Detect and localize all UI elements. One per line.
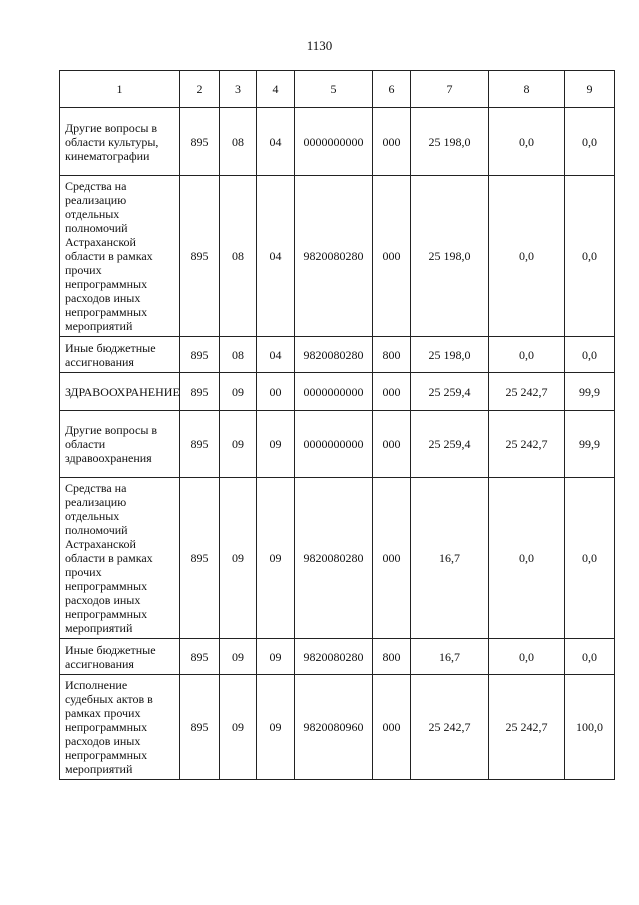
table-row xyxy=(60,411,615,478)
table-row xyxy=(60,639,615,675)
cell-col3: 09 xyxy=(220,411,257,478)
row-name: Другие вопросы в области здравоохранения xyxy=(60,411,180,478)
column-header: 8 xyxy=(489,71,565,108)
cell-col6: 000 xyxy=(373,478,411,639)
cell-col5: 0000000000 xyxy=(295,411,373,478)
cell-col5: 0000000000 xyxy=(295,108,373,176)
cell-col7: 25 259,4 xyxy=(411,373,489,411)
cell-col6: 000 xyxy=(373,373,411,411)
cell-col6: 800 xyxy=(373,639,411,675)
cell-col6: 000 xyxy=(373,411,411,478)
cell-col8: 25 242,7 xyxy=(489,411,565,478)
cell-col3: 09 xyxy=(220,639,257,675)
row-name: Средства на реализацию отдельных полномочий Астраханской области в рамках прочих непрограммных расходов иных непрограммных мероприятий xyxy=(60,478,180,639)
row-name: Средства на реализацию отдельных полномочий Астраханской области в рамках прочих непрограммных расходов иных непрограммных мероприятий xyxy=(60,176,180,337)
row-name: Исполнение судебных актов в рамках прочих непрограммных расходов иных непрограммных мероприятий xyxy=(60,675,180,780)
cell-col3: 09 xyxy=(220,478,257,639)
cell-col8: 0,0 xyxy=(489,639,565,675)
table-header-row xyxy=(60,71,615,108)
column-header: 3 xyxy=(220,71,257,108)
budget-table xyxy=(59,70,615,780)
cell-col9: 0,0 xyxy=(565,176,615,337)
column-header: 7 xyxy=(411,71,489,108)
cell-col5: 9820080280 xyxy=(295,639,373,675)
cell-col7: 25 198,0 xyxy=(411,176,489,337)
cell-col7: 25 198,0 xyxy=(411,337,489,373)
cell-col6: 000 xyxy=(373,176,411,337)
cell-col3: 09 xyxy=(220,675,257,780)
cell-col3: 08 xyxy=(220,176,257,337)
row-name: Другие вопросы в области культуры, кинематографии xyxy=(60,108,180,176)
cell-col5: 9820080280 xyxy=(295,337,373,373)
cell-col9: 0,0 xyxy=(565,108,615,176)
cell-col2: 895 xyxy=(180,176,220,337)
cell-col6: 800 xyxy=(373,337,411,373)
cell-col8: 25 242,7 xyxy=(489,373,565,411)
cell-col9: 99,9 xyxy=(565,373,615,411)
cell-col2: 895 xyxy=(180,478,220,639)
cell-col8: 0,0 xyxy=(489,337,565,373)
cell-col7: 25 198,0 xyxy=(411,108,489,176)
cell-col5: 9820080280 xyxy=(295,478,373,639)
row-name: Иные бюджетные ассигнования xyxy=(60,639,180,675)
cell-col7: 25 259,4 xyxy=(411,411,489,478)
cell-col7: 16,7 xyxy=(411,639,489,675)
cell-col2: 895 xyxy=(180,337,220,373)
cell-col9: 99,9 xyxy=(565,411,615,478)
cell-col4: 09 xyxy=(257,478,295,639)
cell-col6: 000 xyxy=(373,675,411,780)
cell-col6: 000 xyxy=(373,108,411,176)
cell-col4: 09 xyxy=(257,411,295,478)
cell-col7: 25 242,7 xyxy=(411,675,489,780)
cell-col9: 0,0 xyxy=(565,478,615,639)
cell-col2: 895 xyxy=(180,411,220,478)
cell-col8: 25 242,7 xyxy=(489,675,565,780)
cell-col9: 0,0 xyxy=(565,639,615,675)
column-header: 4 xyxy=(257,71,295,108)
cell-col4: 09 xyxy=(257,639,295,675)
column-header: 9 xyxy=(565,71,615,108)
cell-col8: 0,0 xyxy=(489,176,565,337)
table-row xyxy=(60,373,615,411)
table-row xyxy=(60,478,615,639)
cell-col8: 0,0 xyxy=(489,108,565,176)
page-number: 1130 xyxy=(306,38,333,53)
cell-col3: 08 xyxy=(220,108,257,176)
table-row xyxy=(60,108,615,176)
cell-col4: 00 xyxy=(257,373,295,411)
row-name: ЗДРАВООХРАНЕНИЕ xyxy=(60,373,180,411)
cell-col3: 09 xyxy=(220,373,257,411)
cell-col3: 08 xyxy=(220,337,257,373)
table-row xyxy=(60,675,615,780)
column-header: 5 xyxy=(295,71,373,108)
cell-col2: 895 xyxy=(180,639,220,675)
cell-col4: 09 xyxy=(257,675,295,780)
cell-col2: 895 xyxy=(180,373,220,411)
row-name: Иные бюджетные ассигнования xyxy=(60,337,180,373)
cell-col2: 895 xyxy=(180,675,220,780)
cell-col4: 04 xyxy=(257,108,295,176)
table-row xyxy=(60,337,615,373)
table-row xyxy=(60,176,615,337)
column-header: 1 xyxy=(60,71,180,108)
cell-col4: 04 xyxy=(257,176,295,337)
cell-col7: 16,7 xyxy=(411,478,489,639)
cell-col5: 9820080280 xyxy=(295,176,373,337)
cell-col2: 895 xyxy=(180,108,220,176)
column-header: 6 xyxy=(373,71,411,108)
cell-col5: 9820080960 xyxy=(295,675,373,780)
cell-col9: 0,0 xyxy=(565,337,615,373)
cell-col9: 100,0 xyxy=(565,675,615,780)
column-header: 2 xyxy=(180,71,220,108)
cell-col4: 04 xyxy=(257,337,295,373)
cell-col8: 0,0 xyxy=(489,478,565,639)
cell-col5: 0000000000 xyxy=(295,373,373,411)
